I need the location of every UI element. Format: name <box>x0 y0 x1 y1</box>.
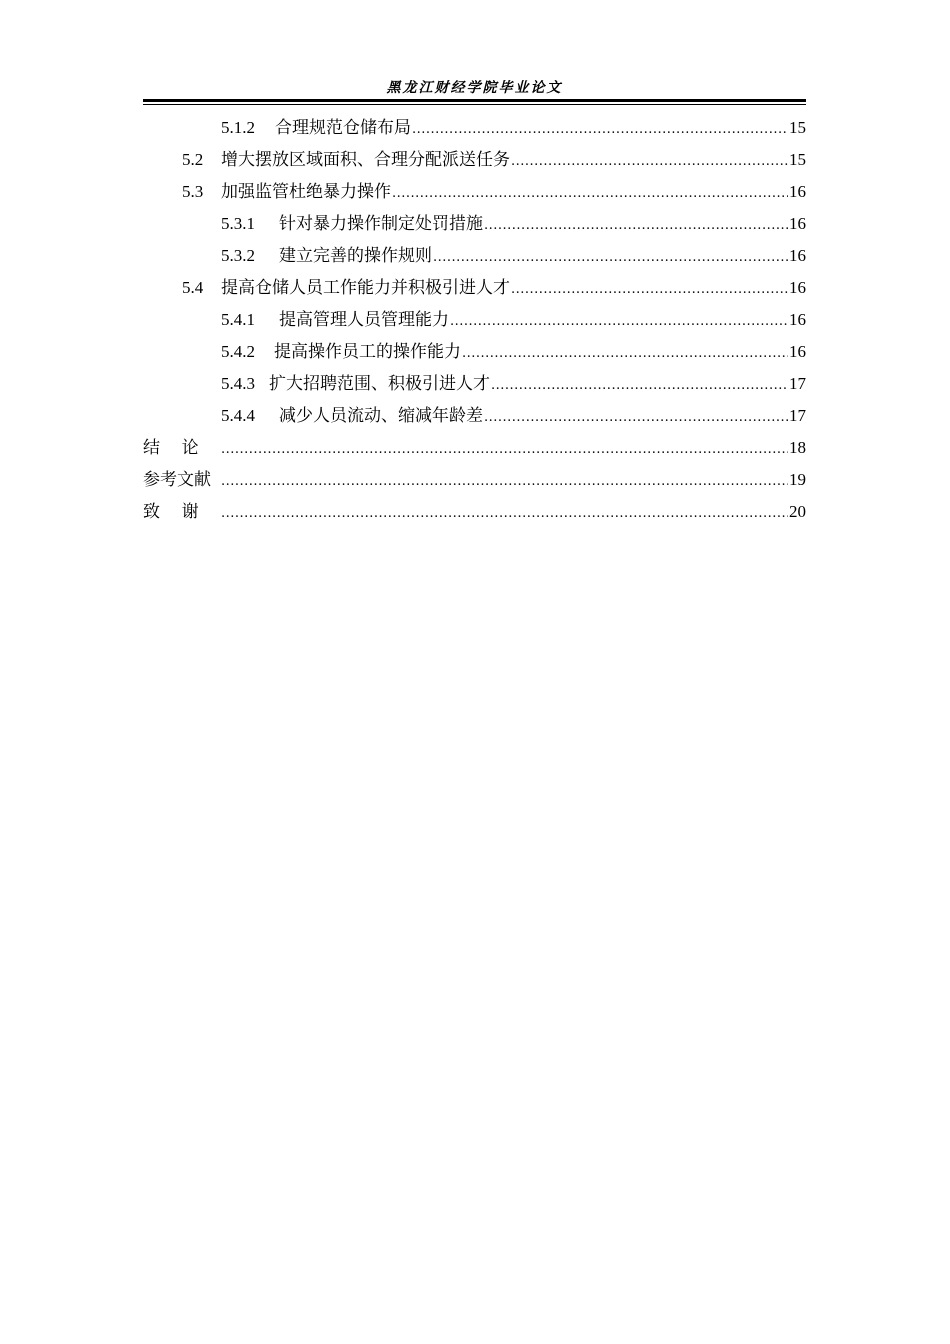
toc-entry-title: 提高操作员工的操作能力 <box>274 342 461 362</box>
toc-dot-leader <box>221 470 788 494</box>
toc-entry-number: 5.4.4 <box>221 406 255 425</box>
toc-entry-title: 结 论 <box>143 438 199 458</box>
toc-entry-number: 5.4.3 <box>221 374 255 393</box>
toc-entry[interactable] <box>143 148 806 172</box>
toc-dot-leader <box>221 502 788 526</box>
toc-entry-title: 提高仓储人员工作能力并积极引进人才 <box>221 278 510 298</box>
toc-entry-title: 致 谢 <box>143 502 199 522</box>
toc-entry-number: 5.3.1 <box>221 214 255 233</box>
toc-entry-page: 20 <box>789 502 806 521</box>
toc-entry-title: 提高管理人员管理能力 <box>279 310 449 330</box>
toc-entry-page: 15 <box>789 118 806 137</box>
toc-dot-leader <box>392 182 788 206</box>
toc-entry-title: 合理规范仓储布局 <box>275 118 411 138</box>
toc-entry[interactable] <box>143 436 806 460</box>
page-header <box>143 79 806 107</box>
toc-entry[interactable] <box>143 500 806 524</box>
toc-entry-title: 减少人员流动、缩减年龄差 <box>279 406 483 426</box>
header-rule-thin <box>143 104 806 105</box>
toc-dot-leader <box>484 406 788 430</box>
toc-dot-leader <box>412 118 788 142</box>
toc-entry-number: 5.4.1 <box>221 310 255 329</box>
toc-entry-title: 加强监管杜绝暴力操作 <box>221 182 391 202</box>
toc-entry-number: 5.4.2 <box>221 342 255 361</box>
toc-entry-page: 16 <box>789 278 806 297</box>
toc-entry-title: 参考文献 <box>143 470 211 490</box>
toc-entry-title: 建立完善的操作规则 <box>279 246 432 266</box>
toc-entry-title: 增大摆放区域面积、合理分配派送任务 <box>221 150 510 170</box>
toc-entry-page: 19 <box>789 470 806 489</box>
toc-entry-page: 17 <box>789 374 806 393</box>
toc-entry-page: 16 <box>789 182 806 201</box>
toc-dot-leader <box>511 278 788 302</box>
header-rule-thick <box>143 99 806 102</box>
toc-entry[interactable] <box>143 340 806 364</box>
toc-entry-number: 5.4 <box>182 278 204 297</box>
toc-entry-number: 5.3.2 <box>221 246 255 265</box>
toc-entry[interactable] <box>143 212 806 236</box>
toc-dot-leader <box>511 150 788 174</box>
toc-entry-number: 5.2 <box>182 150 204 169</box>
toc-entry[interactable] <box>143 276 806 300</box>
toc-entry[interactable] <box>143 180 806 204</box>
toc-entry[interactable] <box>143 116 806 140</box>
toc-entry-page: 17 <box>789 406 806 425</box>
toc-entry-page: 16 <box>789 342 806 361</box>
toc-entry-page: 16 <box>789 214 806 233</box>
toc-dot-leader <box>450 310 788 334</box>
toc-entry-page: 16 <box>789 246 806 265</box>
toc-entry[interactable] <box>143 308 806 332</box>
toc-dot-leader <box>462 342 788 366</box>
toc-entry-number: 5.3 <box>182 182 204 201</box>
toc-entry[interactable] <box>143 244 806 268</box>
toc-dot-leader <box>433 246 788 270</box>
toc-entry[interactable] <box>143 404 806 428</box>
toc-entry-page: 16 <box>789 310 806 329</box>
toc-entry[interactable] <box>143 372 806 396</box>
toc-entry-title: 扩大招聘范围、积极引进人才 <box>269 374 490 394</box>
toc-entry[interactable] <box>143 468 806 492</box>
toc-entry-number: 5.1.2 <box>221 118 255 137</box>
toc-dot-leader <box>491 374 788 398</box>
toc-entry-page: 18 <box>789 438 806 457</box>
header-title: 黑龙江财经学院毕业论文 <box>386 80 563 96</box>
toc-dot-leader <box>484 214 788 238</box>
toc-entry-page: 15 <box>789 150 806 169</box>
toc-entry-title: 针对暴力操作制定处罚措施 <box>279 214 483 234</box>
toc-dot-leader <box>221 438 788 462</box>
